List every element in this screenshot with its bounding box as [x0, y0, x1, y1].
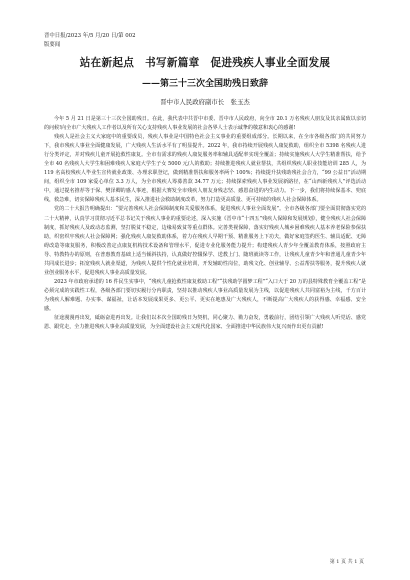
doc-section: 版要闻: [44, 42, 61, 48]
article-body: [44, 115, 366, 332]
paragraph: 今年 5 月 21 日是第三十三次全国助残日。在此，我代表中共晋中市委、晋中市人民政府，向全市 20.1 万名残疾人朋友及其亲属致以亲切的问候!向全市广大残疾人工作者以及所有关心支持残疾人事业发展的社会各界人士表示诚挚的敬意和衷心的感谢!: [44, 116, 366, 132]
page-title: 站在新起点 书写新篇章 促进残疾人事业全面发展: [79, 57, 331, 69]
page-number: 第 1 页 共 1 页: [329, 559, 364, 565]
page-subtitle: ——第三十三次全国助残日致辞: [141, 79, 268, 89]
doc-number: 晋中日报/2023 年/5 月/20 日/第 002: [44, 33, 136, 39]
paragraph: 党的二十大报告明确提出：“要完善残疾人社会保障制度和关爱服务体系，促进残疾人事业全面发展”。全市各级各部门要全面贯彻落实党的二十大精神，认真学习贯彻习近平总书记关于残疾人事业的重要论述，深入实施《晋中市“十四五”残疾人保障和发展规划》，健全残疾人社会保障制度，抓好残疾人及政动态监测，坚打脱贫不稳定，边缘易致贫等重点群体。完善类视保障，落实好残疾人城乡困难残疾人基本养老保险参保扶助，织密织牢残疾人社会保障网；强化残疾人康复救助体系，着力在残疾人早期干预、精准服务上下功夫，做好家庭签约医生、辅具适配、无障碍改造等康复服务，积极改善定点康复机构技术设备和管理水平，促进专业化服务能力提升；构建残疾人青少年全覆盖教育体系，按照政府主导、特教特办的原则，在普惠教育基础上适当倾斜扶持，认真做好控辍保学、送教上门、随班就读等工作，让残疾儿童青少年和普通儿童青少年共同成长进步；拓宽残疾人就业渠道，为残疾人提供个性化就业培训，开发辅助性岗位，助残文化、创业辅导、公益帮扶等服务，提升残疾人就业创业服务水平，促进残疾人事业高质量发展。: [44, 206, 366, 276]
paragraph: 征途漫漫再出发，砥砺奋进再出发。让我们以本次全国助残日为契机，同心聚力、勠力奋发，勇毅前行，团结引领广大残疾人听党话、感党恩、跟党走，全力推进残疾人事业高质量发展，为全面建设社会主义现代化国家、全面推进中华民族伟大复兴而作出更有贡献!: [44, 315, 366, 331]
paragraph: 2023 年市政府承诺的 16 件民生实事中，“残疾儿童抢救性康复救助工程”“扶残助学圆梦工程”“入口大于 20 万的县特殊教育全覆盖工程”是必须完成的实践性工程，各级各部门要切实履行分内职责，坚持以推动残疾人事业高质量发展为主线，以促进残疾人共同富裕为主线，千方百计为残疾人解难题、办实事、谋福祉，让话本发展成果更多、更公平、更实在地惠及广大残疾人，不断提高广大残疾人的获得感、幸福感、安全感。: [44, 278, 366, 312]
paragraph: 残疾人是社会主义大家庭中的重要成员，残疾人事业是中国特色社会主义事业的重要组成部分。长期以来，在全市各级各部门的共同努力下，我市残疾人事业全面健康发展，广大残疾人生活水平有了明显提升。2022 年，我市持续开展残疾人康复救助，组织全市 5398 名残疾人进行分类评定，并对残疾儿童开展抢救性康复。全市有需求的残疾人康复服务率和辅具适配率实现全覆盖；持续实施残疾人大学生精准帮扶，给予全市 40 名残疾人大学生和困难残疾人家庭大学生子女 5000 元/人的救助；持续推进残疾人就业帮扶，共组织残疾人职业技能培训 285 人，为 119 名高校残疾人毕业生宣传就业政策、办理求职登记，做到精准帮扶和服务率两个 100%；持续提升扶残助残社会合力，“99 公益日”活动期间，组织全市 109 家爱心单位 3.3 万人，为全市残疾人筹募善款 34.77 万元；持续探索残疾人事业发展新路径，在“山西新残疾人”评选活动中，通过提名推荐等于保、樊泽卿的感人事迹，根据大赛发全市残疾人朋友身残志坚、感恩奋进的内生动力。下一步，我们将持续保基本、兜底线，救急难，切实保障残疾人基本民生，深入推进社会救助制度改革，努力打造更高质量、更可持续的残疾人社会保障体系。: [44, 134, 366, 204]
author-line: 晋中市人民政府副市长 张玉杰: [160, 98, 250, 106]
